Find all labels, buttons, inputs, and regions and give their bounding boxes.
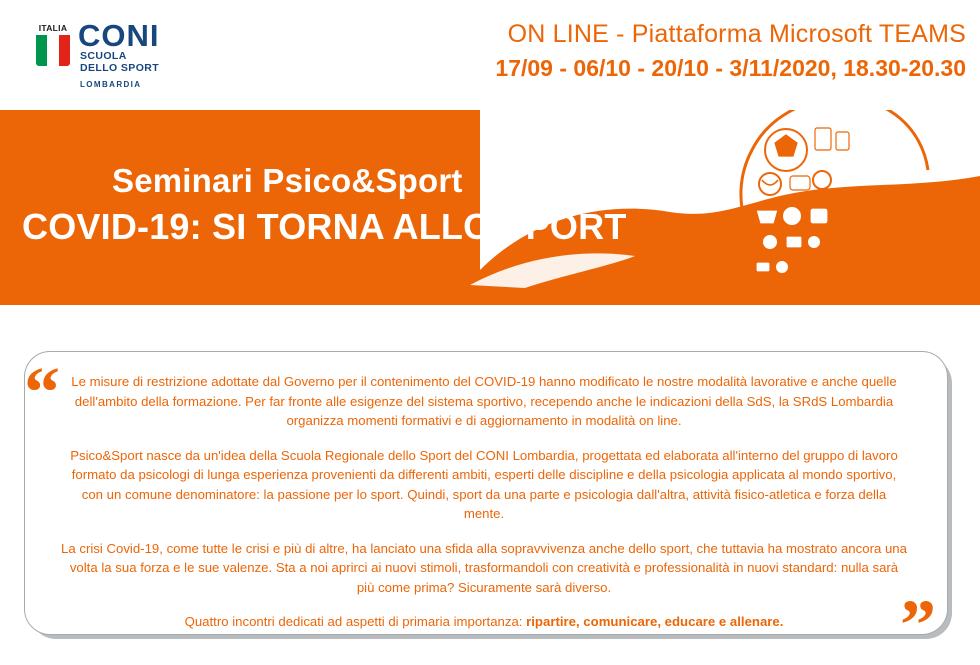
coni-logo-subtitle-line1: SCUOLA (80, 50, 127, 62)
description-paragraph-1: Le misure di restrizione adottate dal Governo per il contenimento del COVID-19 hanno modificato le nostre modalità lavorative e anche quelle dell'ambito della formazione. Per far fronte alle esigenze del sistema sportivo, recependo anche le indicazioni della SdS, la SRdS Lombardia organizza momenti formativi e di aggiornamento in modalità on line. (71, 374, 897, 428)
flag-stripes (36, 35, 70, 66)
italia-label: ITALIA (36, 22, 70, 35)
description-paragraph-3: La crisi Covid-19, come tutte le crisi e più di altre, ha lanciato una sfida alla sopravvivenza anche dello sport, che tuttavia ha mostrato ancora una volta la sua forza e le sue valenze. Sta a noi aprirci ai nuovi stimoli, trasformandoli con creatività e professionalità in nuovi standard: nulla sarà più come prima? Sicuramente sarà diverso. (61, 540, 907, 595)
flag-stripe-white (47, 35, 58, 66)
event-details (495, 20, 966, 82)
quote-close-icon: ” (900, 585, 936, 665)
description-closing-text: Quattro incontri dedicati ad aspetti di primaria importanza: (184, 614, 527, 629)
coni-logo-subtitle (80, 50, 159, 74)
coni-wordmark: CONI (78, 18, 160, 53)
coni-logo-subtitle-line2: DELLO SPORT (80, 62, 160, 74)
title-banner (0, 110, 980, 305)
event-platform: ON LINE - Piattaforma Microsoft TEAMS (507, 20, 966, 48)
description-closing (60, 612, 908, 632)
seminar-subtitle: COVID-19: SI TORNA ALLO SPORT (22, 206, 627, 247)
coni-logo-region: LOMBARDIA (80, 80, 142, 89)
coni-logo (36, 18, 186, 88)
description-text (60, 372, 908, 632)
italia-flag-icon (36, 22, 70, 66)
flag-stripe-green (36, 35, 47, 66)
event-dates: 17/09 - 06/10 - 20/10 - 3/11/2020, 18.30-20.30 (495, 55, 966, 81)
description-paragraph-2: Psico&Sport nasce da un'idea della Scuola Regionale dello Sport del CONI Lombardia, progettata ed elaborata all'interno del gruppo di lavoro formato da psicologi di lunga esperienza provenienti da differenti ambiti, esperti delle discipline e della psicologia applicata al mondo sportivo, con un comune denominatore: la passione per lo sport. Quindi, sport da una parte e psicologia dall'altra, attività fisico-atletica e forza della mente. (70, 447, 898, 521)
description-closing-highlight: ripartire, comunicare, educare e allenare. (526, 614, 784, 629)
quote-open-icon: “ (24, 352, 60, 432)
page-header (0, 0, 980, 110)
seminar-title: Seminari Psico&Sport (112, 162, 463, 199)
flag-stripe-red (59, 35, 70, 66)
